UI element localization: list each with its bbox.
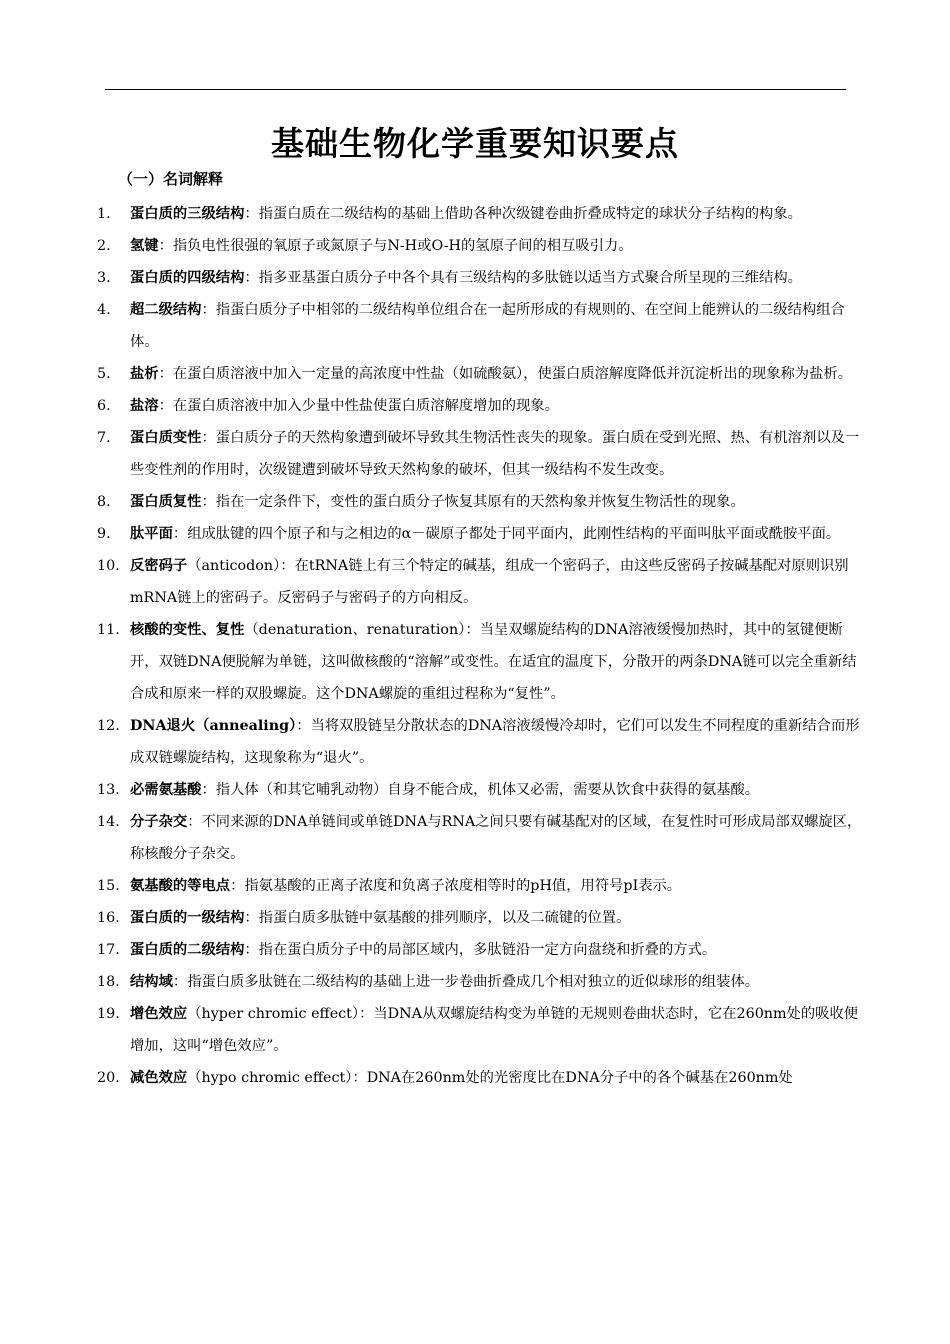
item-definition: 指蛋白质分子中相邻的二级结构单位组合在一起所形成的有规则的、在空间上能辨认的二级结构组合体。 xyxy=(130,302,845,350)
item-separator: ： xyxy=(158,398,173,414)
item-term: DNA退火（annealing） xyxy=(130,718,297,734)
definition-item xyxy=(0,486,950,518)
item-separator: ： xyxy=(172,526,188,542)
item-term: 蛋白质的四级结构 xyxy=(130,270,245,286)
item-definition: 当DNA从双螺旋结构变为单链的无规则卷曲状态时，它在260nm处的吸收便增加，这叫“增色效应”。 xyxy=(130,1006,859,1054)
item-separator: （denaturation、renaturation）： xyxy=(244,622,480,638)
item-definition: 指蛋白质多肽链中氨基酸的排列顺序，以及二硫键的位置。 xyxy=(258,910,631,926)
item-number: 5. xyxy=(97,366,111,382)
item-definition: 在蛋白质溶液中加入一定量的高浓度中性盐（如硫酸氨），使蛋白质溶解度降低并沉淀析出的现象称为盐析。 xyxy=(172,366,852,382)
definition-list xyxy=(0,198,950,1094)
definition-item xyxy=(0,870,950,902)
item-separator: ： xyxy=(172,974,188,990)
item-definition: 在蛋白质溶液中加入少量中性盐使蛋白质溶解度增加的现象。 xyxy=(172,398,559,414)
item-separator: ： xyxy=(201,494,216,510)
page-title: 基础生物化学重要知识要点 xyxy=(271,124,679,163)
item-separator: ： xyxy=(296,718,311,734)
item-number: 18. xyxy=(97,974,120,990)
item-number: 17. xyxy=(97,942,120,958)
item-definition: 指蛋白质多肽链在二级结构的基础上进一步卷曲折叠成几个相对独立的近似球形的组装体。 xyxy=(187,974,760,990)
definition-item xyxy=(0,806,950,870)
item-number: 7. xyxy=(97,430,111,446)
item-separator: ： xyxy=(201,782,216,798)
item-definition: DNA在260nm处的光密度比在DNA分子中的各个碱基在260nm处 xyxy=(366,1070,793,1086)
item-separator: ： xyxy=(201,430,216,446)
item-number: 2. xyxy=(97,238,111,254)
item-definition: 当呈双螺旋结构的DNA溶液缓慢加热时，其中的氢键便断开，双链DNA便脱解为单链，这叫做核酸的“溶解”或变性。在适宜的温度下，分散开的两条DNA链可以完全重新结合成和原来一样的双股螺旋。这个DNA螺旋的重组过程称为“复性”。 xyxy=(130,622,857,702)
item-number: 9. xyxy=(97,526,111,542)
item-definition: 指人体（和其它哺乳动物）自身不能合成，机体又必需，需要从饮食中获得的氨基酸。 xyxy=(215,782,760,798)
item-term: 肽平面 xyxy=(130,526,173,542)
definition-item xyxy=(0,774,950,806)
item-term: 蛋白质复性 xyxy=(130,494,202,510)
header-rule xyxy=(105,89,846,90)
item-definition: 指蛋白质在二级结构的基础上借助各种次级键卷曲折叠成特定的球状分子结构的构象。 xyxy=(258,206,802,222)
item-term: 盐溶 xyxy=(130,398,159,414)
item-number: 11. xyxy=(97,622,120,638)
definition-item xyxy=(0,198,950,230)
item-definition: 指负电性很强的氧原子或氮原子与N-H或O-H的氢原子间的相互吸引力。 xyxy=(172,238,633,254)
item-number: 4. xyxy=(97,302,111,318)
item-separator: ： xyxy=(187,814,202,830)
item-term: 结构域 xyxy=(130,974,173,990)
item-definition: 指在蛋白质分子中的局部区域内，多肽链沿一定方向盘绕和折叠的方式。 xyxy=(258,942,717,958)
item-number: 19. xyxy=(97,1006,120,1022)
item-term: 氨基酸的等电点 xyxy=(130,878,231,894)
definition-item xyxy=(0,934,950,966)
item-term: 蛋白质的一级结构 xyxy=(130,910,245,926)
item-separator: ： xyxy=(244,910,259,926)
item-separator: ： xyxy=(201,302,216,318)
item-number: 15. xyxy=(97,878,120,894)
item-number: 10. xyxy=(97,558,120,574)
item-definition: 指在一定条件下，变性的蛋白质分子恢复其原有的天然构象并恢复生物活性的现象。 xyxy=(215,494,745,510)
item-number: 6. xyxy=(97,398,111,414)
item-number: 12. xyxy=(97,718,120,734)
item-definition: 不同来源的DNA单链间或单链DNA与RNA之间只要有碱基配对的区域，在复性时可形成局部双螺旋区，称核酸分子杂交。 xyxy=(130,814,862,862)
definition-item xyxy=(0,390,950,422)
item-separator: ： xyxy=(244,942,259,958)
item-term: 核酸的变性、复性 xyxy=(130,622,245,638)
definition-item xyxy=(0,518,950,550)
definition-item xyxy=(0,230,950,262)
definition-item xyxy=(0,902,950,934)
item-term: 蛋白质的三级结构 xyxy=(130,206,245,222)
definition-item xyxy=(0,966,950,998)
item-separator: （hyper chromic effect）： xyxy=(187,1006,374,1022)
item-term: 反密码子 xyxy=(130,558,188,574)
item-term: 蛋白质的二级结构 xyxy=(130,942,245,958)
item-definition: 当将双股链呈分散状态的DNA溶液缓慢冷却时，它们可以发生不同程度的重新结合而形成双链螺旋结构，这现象称为“退火”。 xyxy=(130,718,860,766)
definition-item xyxy=(0,614,950,710)
item-number: 13. xyxy=(97,782,120,798)
item-separator: ： xyxy=(158,238,173,254)
definition-item xyxy=(0,710,950,774)
item-term: 氢键 xyxy=(130,238,159,254)
definition-item xyxy=(0,998,950,1062)
definition-item xyxy=(0,422,950,486)
item-term: 分子杂交 xyxy=(130,814,188,830)
item-separator: （hypo chromic effect）： xyxy=(187,1070,367,1086)
item-definition: 指氨基酸的正离子浓度和负离子浓度相等时的pH值，用符号pI表示。 xyxy=(244,878,682,894)
item-term: 蛋白质变性 xyxy=(130,430,202,446)
item-number: 8. xyxy=(97,494,111,510)
definition-item xyxy=(0,550,950,614)
item-definition: 蛋白质分子的天然构象遭到破坏导致其生物活性丧失的现象。蛋白质在受到光照、热、有机溶剂以及一些变性剂的作用时，次级键遭到破坏导致天然构象的破坏，但其一级结构不发生改变。 xyxy=(130,430,860,478)
item-separator: ： xyxy=(230,878,245,894)
item-term: 增色效应 xyxy=(130,1006,188,1022)
item-separator: ： xyxy=(158,366,173,382)
section-heading: （一）名词解释 xyxy=(118,170,224,188)
definition-item xyxy=(0,1062,950,1094)
item-definition: 指多亚基蛋白质分子中各个具有三级结构的多肽链以适当方式聚合所呈现的三维结构。 xyxy=(258,270,802,286)
item-separator: （anticodon）： xyxy=(187,558,295,574)
item-number: 20. xyxy=(97,1070,120,1086)
item-term: 超二级结构 xyxy=(130,302,202,318)
definition-item xyxy=(0,294,950,358)
item-number: 1. xyxy=(97,206,111,222)
definition-item xyxy=(0,358,950,390)
item-definition: 在tRNA链上有三个特定的碱基，组成一个密码子，由这些反密码子按碱基配对原则识别mRNA链上的密码子。反密码子与密码子的方向相反。 xyxy=(130,558,849,606)
definition-item xyxy=(0,262,950,294)
item-number: 14. xyxy=(97,814,120,830)
item-separator: ： xyxy=(244,206,259,222)
item-separator: ： xyxy=(244,270,259,286)
item-term: 减色效应 xyxy=(130,1070,188,1086)
item-definition: 组成肽键的四个原子和与之相边的α－碳原子都处于同平面内，此刚性结构的平面叫肽平面或酰胺平面。 xyxy=(187,526,841,542)
item-term: 必需氨基酸 xyxy=(130,782,202,798)
item-number: 3. xyxy=(97,270,111,286)
item-number: 16. xyxy=(97,910,120,926)
item-term: 盐析 xyxy=(130,366,159,382)
